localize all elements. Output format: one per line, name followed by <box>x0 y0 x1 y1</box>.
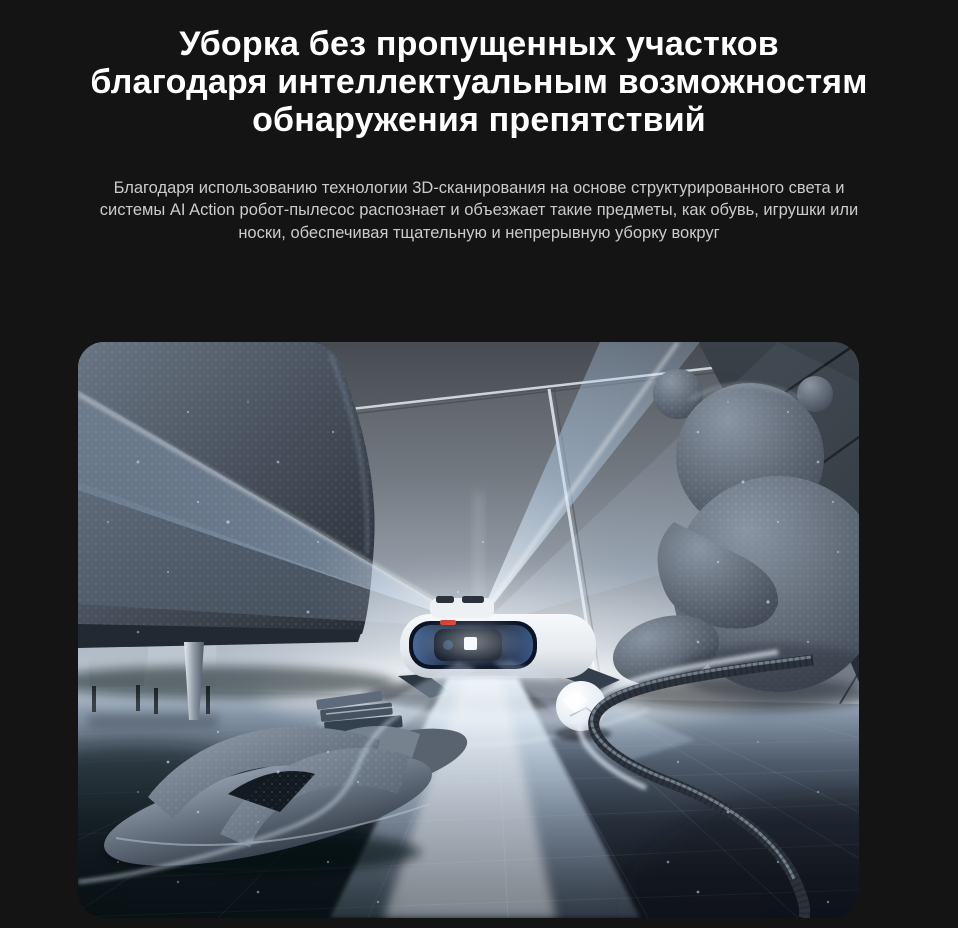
title-line-3: обнаружения препятствий <box>252 100 706 139</box>
section-title <box>0 25 958 139</box>
turret-slot-right <box>462 596 484 603</box>
description-line-1: Благодаря использованию технологии 3D-сканирования на основе структурированного света и <box>113 178 845 197</box>
title-line-2: благодаря интеллектуальным возможностям <box>90 62 868 101</box>
hero-image-3d-scan-scene <box>78 342 859 918</box>
description-line-3: носки, обеспечивая тщательную и непрерывную уборку вокруг <box>238 223 720 242</box>
description-line-2: системы AI Action робот-пылесос распознает и объезжает такие предметы, как обувь, игрушки или <box>99 201 859 219</box>
section-description <box>0 177 958 245</box>
scene-3d-scan <box>78 342 859 918</box>
title-line-1: Уборка без пропущенных участков <box>179 24 779 63</box>
turret-slot-left <box>436 596 454 603</box>
camera-glow <box>418 616 528 668</box>
